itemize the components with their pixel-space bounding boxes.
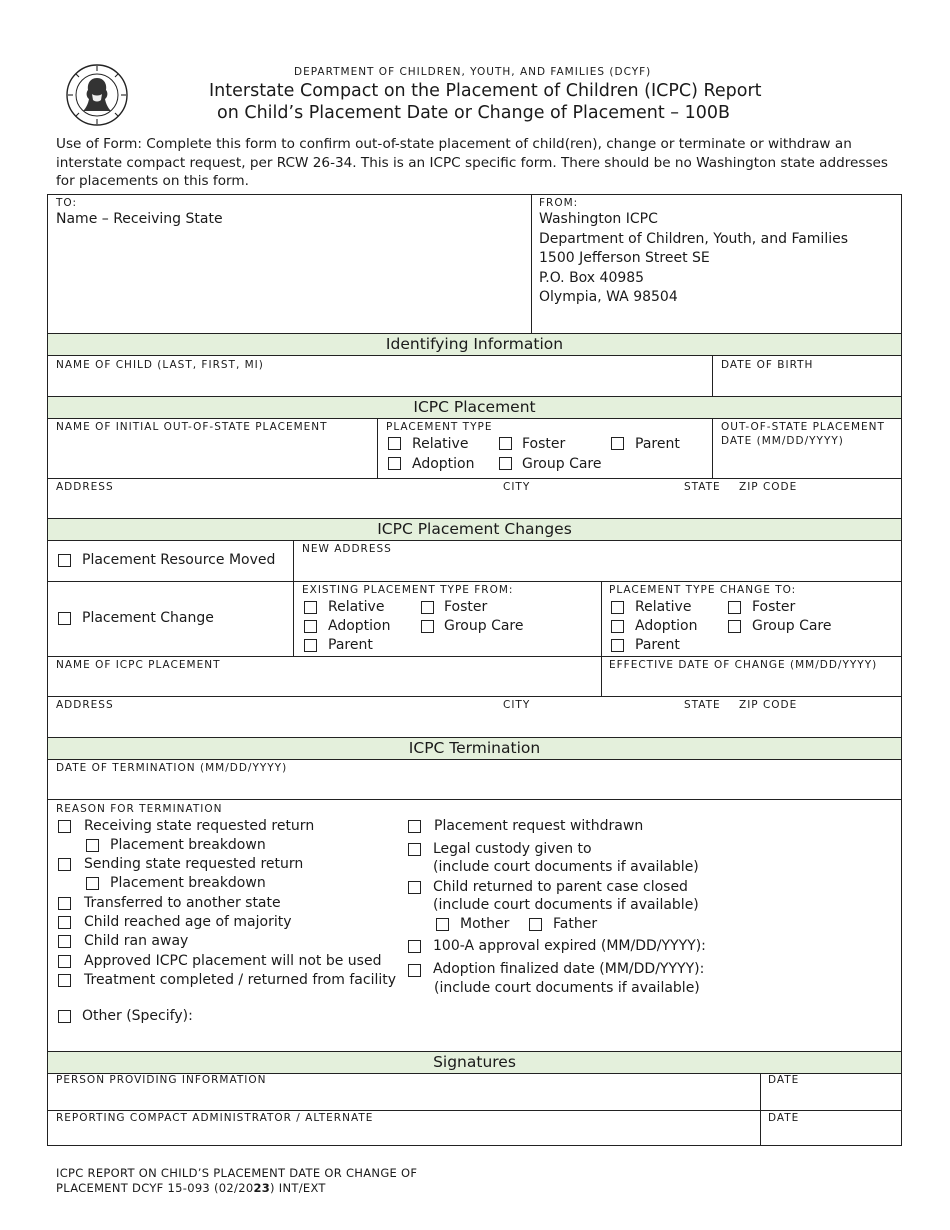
reason-majority-label: Child reached age of majority (84, 914, 292, 930)
from-line: Department of Children, Youth, and Families (539, 230, 849, 247)
footer-line2 (56, 1181, 417, 1196)
to-foster-label: Foster (752, 599, 796, 615)
new-address-label: NEW ADDRESS (302, 543, 392, 555)
reason-custody-note: (include court documents if available) (433, 859, 699, 875)
reason-expired-checkbox[interactable] (408, 940, 421, 953)
resource-moved-checkbox[interactable] (58, 554, 71, 567)
from-line: Olympia, WA 98504 (539, 289, 678, 305)
form-title-line1: Interstate Compact on the Placement of Children (ICPC) Report (209, 81, 762, 101)
placement-type-adoption-checkbox[interactable] (388, 457, 401, 470)
change-state-label: STATE (684, 699, 721, 711)
returned-father-label: Father (553, 916, 598, 932)
reason-treatment-checkbox[interactable] (58, 974, 71, 987)
reason-not-used-label: Approved ICPC placement will not be used (84, 953, 382, 969)
to-label: TO: (56, 197, 78, 209)
reason-transferred-checkbox[interactable] (58, 897, 71, 910)
from-foster-label: Foster (444, 599, 488, 615)
returned-father-checkbox[interactable] (529, 918, 542, 931)
effective-date-label: EFFECTIVE DATE OF CHANGE (MM/DD/YYYY) (609, 659, 878, 671)
reason-majority-checkbox[interactable] (58, 916, 71, 929)
from-adoption-label: Adoption (328, 618, 391, 634)
child-name-label: NAME OF CHILD (LAST, FIRST, MI) (56, 359, 264, 371)
placement-type-parent-checkbox[interactable] (611, 437, 624, 450)
from-address-block (539, 210, 848, 308)
from-relative-label: Relative (328, 599, 385, 615)
administrator-label: REPORTING COMPACT ADMINISTRATOR / ALTERNATE (56, 1112, 374, 1124)
to-group-care-label: Group Care (752, 618, 832, 634)
placement-type-label: PLACEMENT TYPE (386, 421, 493, 433)
change-address-label: ADDRESS (56, 699, 114, 711)
placement-type-relative-checkbox[interactable] (388, 437, 401, 450)
section-signatures: Signatures (48, 1052, 901, 1073)
footer-form-number: PLACEMENT DCYF 15-093 (02/20 (56, 1180, 254, 1195)
footer-suffix: ) INT/EXT (270, 1180, 326, 1195)
placement-change-label: Placement Change (82, 610, 214, 626)
placement-address-label: ADDRESS (56, 481, 114, 493)
initial-placement-label: NAME OF INITIAL OUT-OF-STATE PLACEMENT (56, 421, 328, 433)
to-parent-label: Parent (635, 637, 680, 653)
reason-ran-away-checkbox[interactable] (58, 935, 71, 948)
footer-year: 23 (253, 1180, 271, 1195)
placement-type-parent-label: Parent (635, 436, 680, 452)
section-termination: ICPC Termination (48, 738, 901, 759)
to-group-care-checkbox[interactable] (728, 620, 741, 633)
to-relative-checkbox[interactable] (611, 601, 624, 614)
from-relative-checkbox[interactable] (304, 601, 317, 614)
from-parent-checkbox[interactable] (304, 639, 317, 652)
reason-sending-breakdown-checkbox[interactable] (86, 877, 99, 890)
placement-type-foster-checkbox[interactable] (499, 437, 512, 450)
reason-returned-checkbox[interactable] (408, 881, 421, 894)
footer-line1: ICPC REPORT ON CHILD’S PLACEMENT DATE OR CHANGE OF (56, 1166, 418, 1180)
to-relative-label: Relative (635, 599, 692, 615)
form-title-line2: on Child’s Placement Date or Change of Placement – 100B (217, 103, 731, 123)
reason-treatment-label: Treatment completed / returned from facility (84, 972, 397, 988)
placement-state-label: STATE (684, 481, 721, 493)
reason-returned-note: (include court documents if available) (433, 897, 699, 913)
termination-date-label: DATE OF TERMINATION (MM/DD/YYYY) (56, 762, 288, 774)
reason-other-checkbox[interactable] (58, 1010, 71, 1023)
placement-date-label: OUT-OF-STATE PLACEMENT DATE (MM/DD/YYYY) (721, 421, 885, 447)
from-line: 1500 Jefferson Street SE (539, 250, 710, 266)
placement-city-label: CITY (503, 481, 531, 493)
state-seal (66, 64, 128, 126)
to-foster-checkbox[interactable] (728, 601, 741, 614)
reason-adoption-note: (include court documents if available) (434, 980, 700, 996)
reason-adoption-checkbox[interactable] (408, 964, 421, 977)
reason-ran-away-label: Child ran away (84, 933, 189, 949)
from-foster-checkbox[interactable] (421, 601, 434, 614)
person-providing-label: PERSON PROVIDING INFORMATION (56, 1074, 267, 1086)
reason-sending-return-checkbox[interactable] (58, 858, 71, 871)
returned-mother-label: Mother (460, 916, 510, 932)
placement-type-group-care-checkbox[interactable] (499, 457, 512, 470)
from-group-care-checkbox[interactable] (421, 620, 434, 633)
section-placement: ICPC Placement (48, 397, 901, 418)
to-adoption-label: Adoption (635, 618, 698, 634)
reason-receiving-return-checkbox[interactable] (58, 820, 71, 833)
reason-returned-label: Child returned to parent case closed (433, 879, 688, 895)
form-footer (56, 1166, 417, 1195)
from-line: Washington ICPC (539, 211, 658, 227)
section-identifying: Identifying Information (48, 334, 901, 355)
placement-type-adoption-label: Adoption (412, 456, 475, 472)
to-adoption-checkbox[interactable] (611, 620, 624, 633)
reason-receiving-breakdown-checkbox[interactable] (86, 839, 99, 852)
reason-not-used-checkbox[interactable] (58, 955, 71, 968)
reason-receiving-return-label: Receiving state requested return (84, 818, 315, 834)
reason-transferred-label: Transferred to another state (84, 895, 281, 911)
to-parent-checkbox[interactable] (611, 639, 624, 652)
administrator-date-label: DATE (768, 1112, 800, 1124)
reason-sending-return-label: Sending state requested return (84, 856, 304, 872)
reason-custody-label: Legal custody given to (433, 841, 592, 857)
change-city-label: CITY (503, 699, 531, 711)
termination-reason-label: REASON FOR TERMINATION (56, 803, 223, 815)
placement-zip-label: ZIP CODE (739, 481, 798, 493)
reason-custody-checkbox[interactable] (408, 843, 421, 856)
agency-name: DEPARTMENT OF CHILDREN, YOUTH, AND FAMILIES (DCYF) (294, 66, 652, 78)
form-title (209, 80, 762, 124)
returned-mother-checkbox[interactable] (436, 918, 449, 931)
section-changes: ICPC Placement Changes (48, 519, 901, 540)
from-group-care-label: Group Care (444, 618, 524, 634)
placement-type-relative-label: Relative (412, 436, 469, 452)
from-parent-label: Parent (328, 637, 373, 653)
reason-sending-breakdown-label: Placement breakdown (110, 875, 266, 891)
from-adoption-checkbox[interactable] (304, 620, 317, 633)
resource-moved-label: Placement Resource Moved (82, 552, 276, 568)
reason-other-label: Other (Specify): (82, 1008, 193, 1024)
reason-receiving-breakdown-label: Placement breakdown (110, 837, 266, 853)
reason-withdrawn-checkbox[interactable] (408, 820, 421, 833)
from-label: FROM: (539, 197, 579, 209)
icpc-placement-name-label: NAME OF ICPC PLACEMENT (56, 659, 221, 671)
existing-type-from-label: EXISTING PLACEMENT TYPE FROM: (302, 584, 514, 596)
change-zip-label: ZIP CODE (739, 699, 798, 711)
person-date-label: DATE (768, 1074, 800, 1086)
reason-withdrawn-label: Placement request withdrawn (434, 818, 644, 834)
from-line: P.O. Box 40985 (539, 269, 645, 286)
reason-adoption-label: Adoption finalized date (MM/DD/YYYY): (433, 961, 705, 977)
type-change-to-label: PLACEMENT TYPE CHANGE TO: (609, 584, 797, 596)
reason-expired-label: 100-A approval expired (MM/DD/YYYY): (433, 938, 706, 954)
placement-type-foster-label: Foster (522, 436, 566, 452)
dob-label: DATE OF BIRTH (721, 359, 814, 371)
to-receiving-state: Name – Receiving State (56, 211, 223, 227)
placement-change-checkbox[interactable] (58, 612, 71, 625)
use-of-form-text: Use of Form: Complete this form to confirm out-of-state placement of child(ren), change or terminate or withdraw an interstate compact request, per RCW 26-34. This is an ICPC specific form. There should be no Washington state addresses for placements on this form. (56, 136, 888, 189)
placement-type-group-care-label: Group Care (522, 456, 602, 472)
